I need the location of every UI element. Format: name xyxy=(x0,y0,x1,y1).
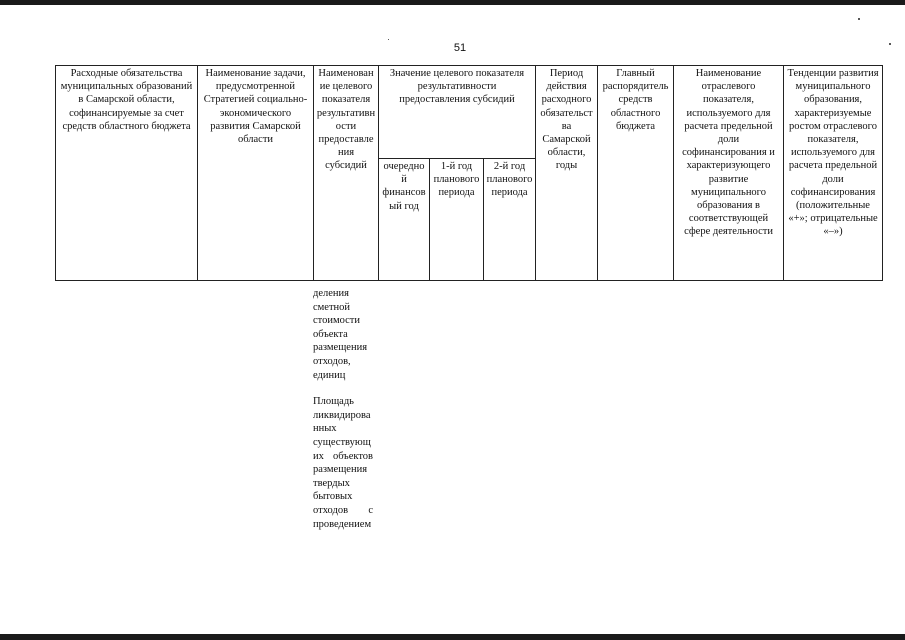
col-header-main-manager: Главный распорядитель средств областного бюджета xyxy=(598,66,674,281)
sub-header-current-year: очередной финансовый год xyxy=(379,159,430,281)
col-header-trends: Тенденции развития муниципального образования, характеризуемые ростом отраслевого показателя, используемого для расчета предельной доли софинансирования (положительные «+»; отрицательные «–») xyxy=(784,66,883,281)
header-row-1 xyxy=(56,66,883,159)
sub-header-plan-year-2: 2-й год планового периода xyxy=(484,159,536,281)
scan-speck xyxy=(388,39,389,40)
col-header-obligations: Расходные обязательства муниципальных образований в Самарской области, софинансируемые за счет средств областного бюджета xyxy=(56,66,198,281)
scan-speck xyxy=(889,43,891,45)
indicator-column-continuation xyxy=(313,287,373,544)
col-header-indicator: Наименование целевого показателя результативности предоставления субсидий xyxy=(314,66,379,281)
data-table xyxy=(55,65,883,281)
continuation-text-2: Площадь ликвидированных существующих объектов размещения твердых бытовых отходов с проведением xyxy=(313,396,373,530)
top-border-bar xyxy=(0,0,905,5)
page-number: 51 xyxy=(453,42,467,54)
col-header-sector-indicator: Наименование отраслевого показателя, используемого для расчета предельной доли софинансирования и характеризующего развитие муниципального образования в соответствующей сфере деятельности xyxy=(674,66,784,281)
col-header-period: Период действия расходного обязательства Самарской области, годы xyxy=(536,66,598,281)
scan-speck xyxy=(858,18,860,20)
continuation-text-1: деления сметной стоимости объекта размещения отходов, единиц xyxy=(313,288,368,381)
col-group-header-indicator-values: Значение целевого показателя результативности предоставления субсидий xyxy=(379,66,536,159)
sub-header-plan-year-1: 1-й год планового периода xyxy=(430,159,484,281)
col-header-task: Наименование задачи, предусмотренной Стратегией социально-экономического развития Самарской области xyxy=(198,66,314,281)
bottom-border-bar xyxy=(0,634,905,640)
